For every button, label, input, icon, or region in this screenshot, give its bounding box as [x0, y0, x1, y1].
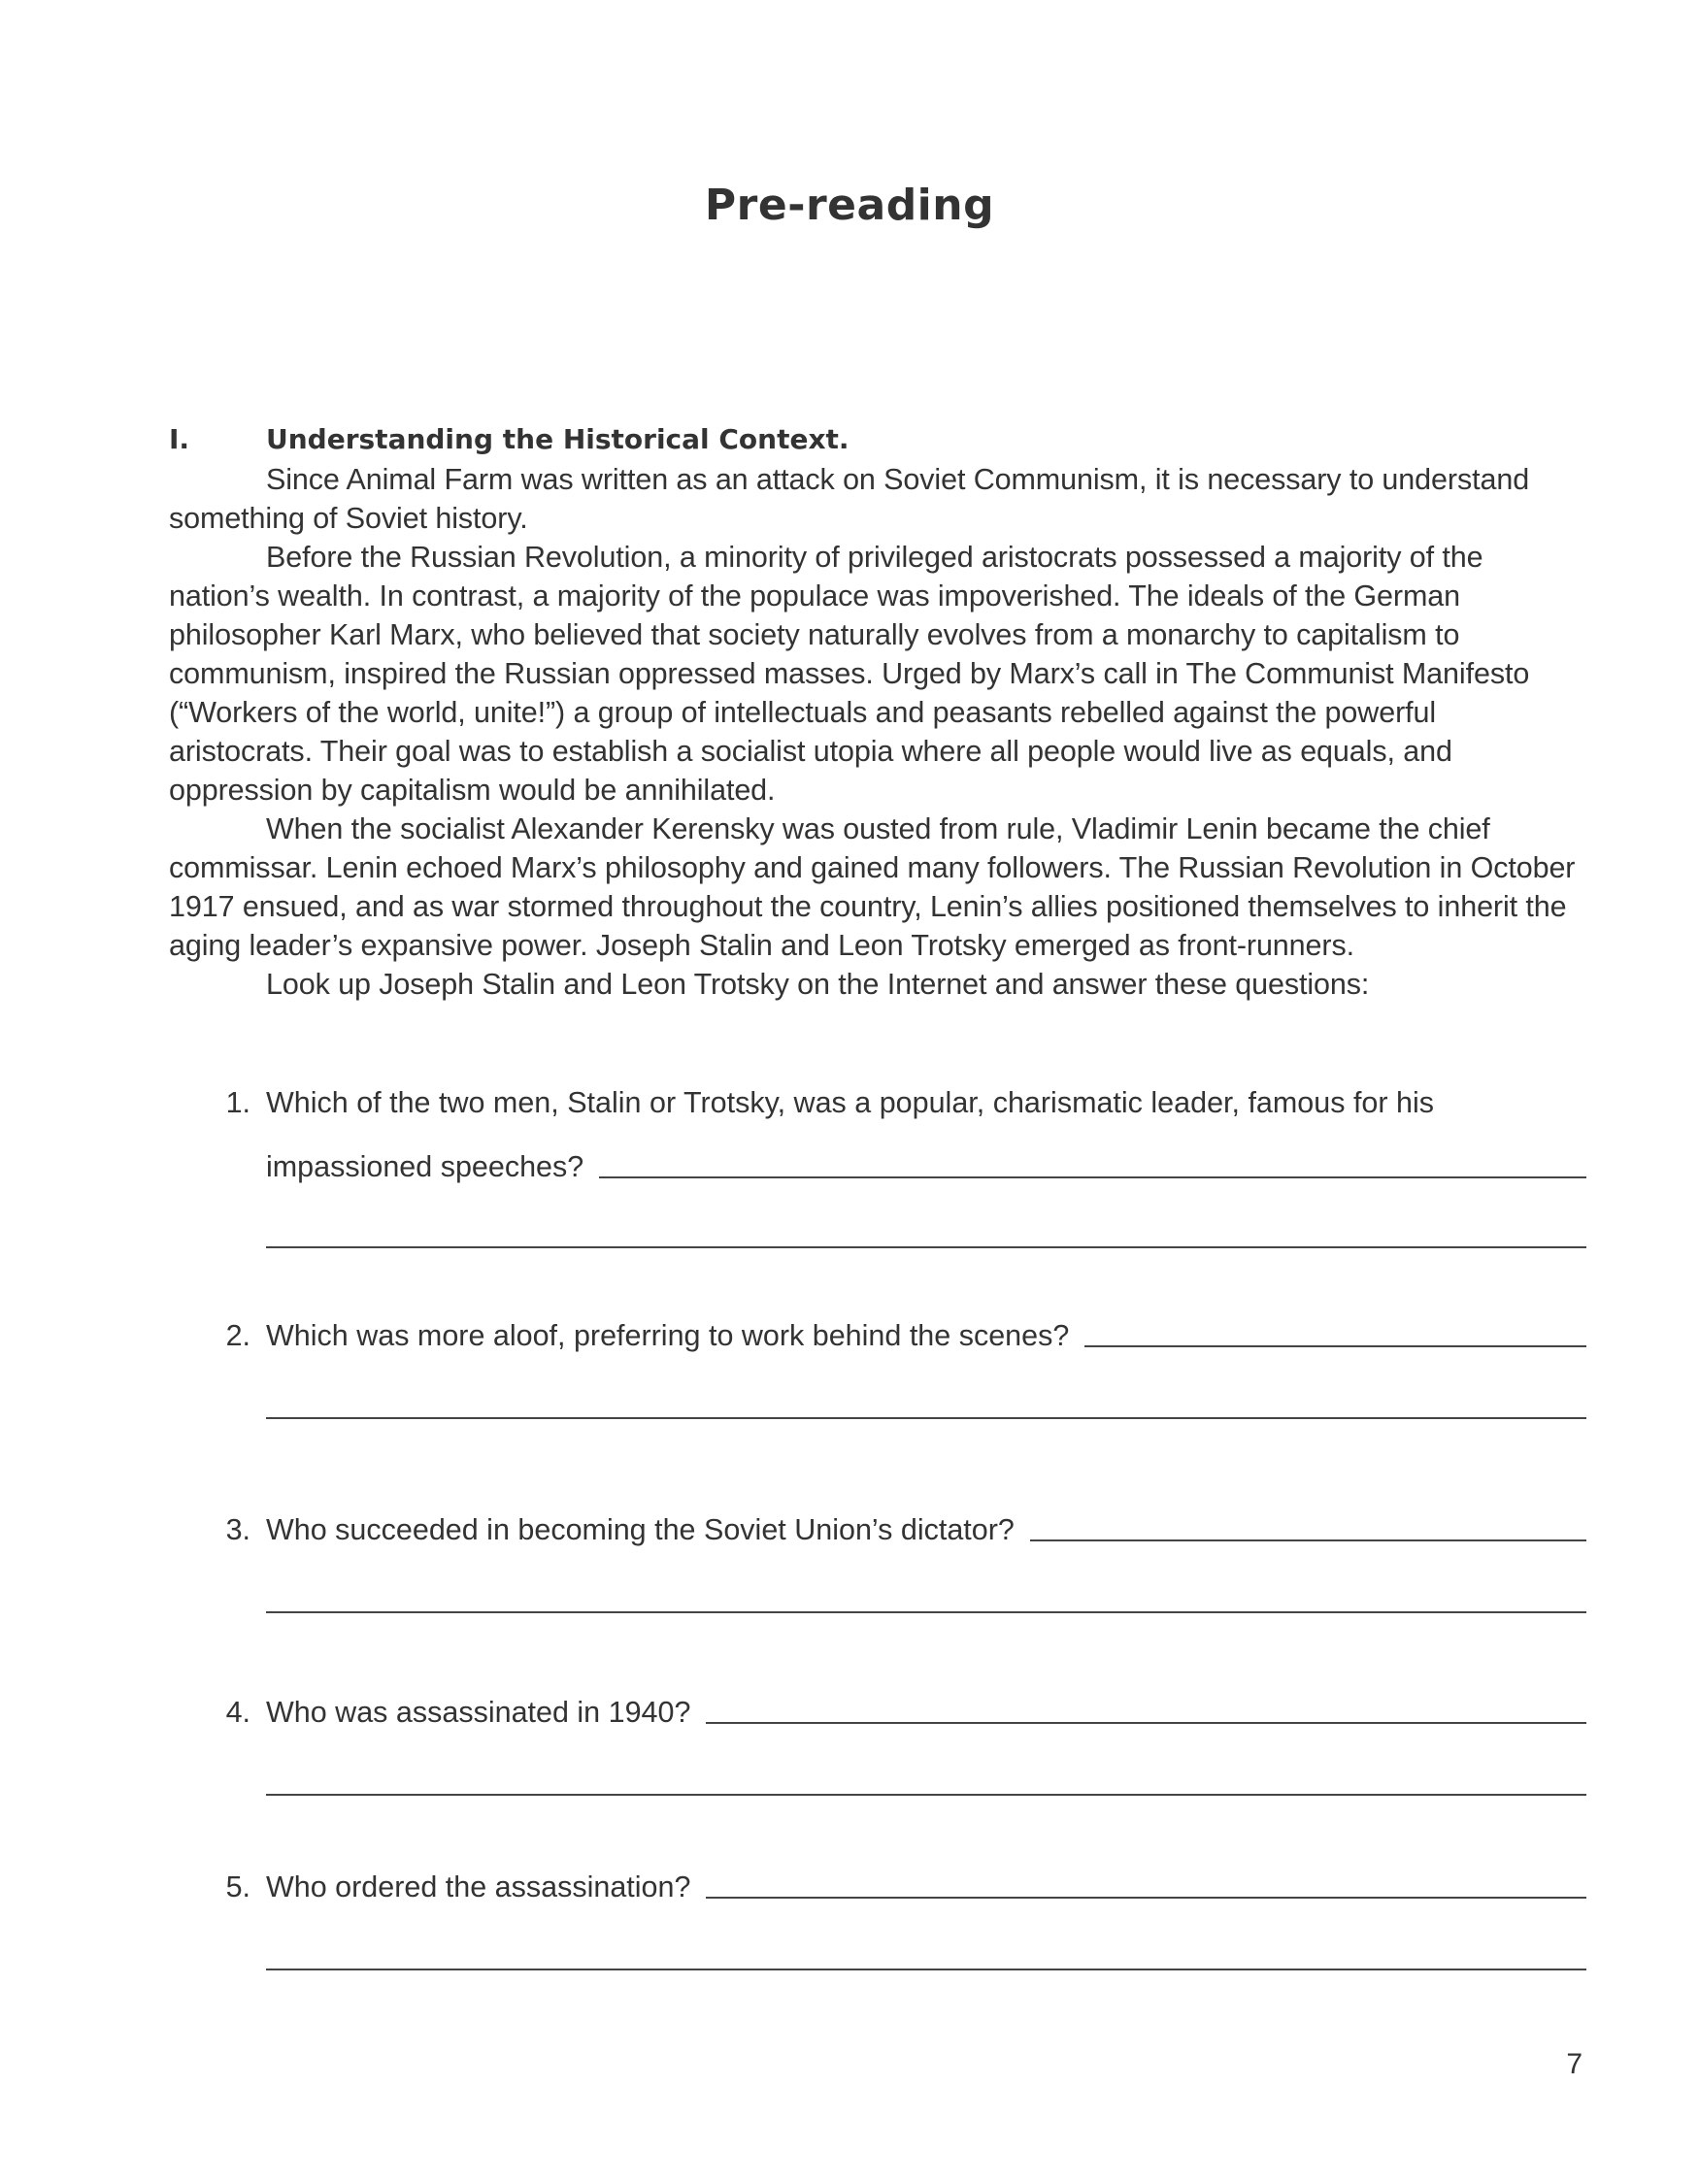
answer-line[interactable]: [266, 1969, 1586, 1970]
question-number: 4.: [225, 1696, 250, 1729]
question-number: 3.: [225, 1513, 250, 1546]
question-number: 5.: [225, 1870, 250, 1903]
question-number: 1.: [225, 1086, 250, 1119]
question-text: Which of the two men, Stalin or Trotsky, was a popular, charismatic leader, famous for his: [266, 1086, 1435, 1119]
answer-line[interactable]: [1084, 1345, 1586, 1347]
question-5: [169, 1866, 1586, 1904]
question-2: [169, 1314, 1586, 1353]
answer-line[interactable]: [1030, 1539, 1586, 1541]
paragraph-1: Since Animal Farm was written as an attack on Soviet Communism, it is necessary to understand something of Soviet history.: [169, 463, 1530, 535]
question-text: Who ordered the assassination?: [266, 1870, 691, 1903]
answer-line[interactable]: [599, 1176, 1586, 1178]
question-text: Who succeeded in becoming the Soviet Union’s dictator?: [266, 1513, 1015, 1546]
answer-line[interactable]: [266, 1417, 1586, 1419]
question-text-continued: impassioned speeches?: [266, 1150, 584, 1183]
paragraph-2: Before the Russian Revolution, a minority of privileged aristocrats possessed a majority of the nation’s wealth. In contrast, a majority of the populace was impoverished. The ideals of the German philosopher Karl Marx, who believed that society naturally evolves from a monarchy to capitalism to communism, inspired the Russian oppressed masses. Urged by Marx’s call in The Communist Manifesto (“Workers of the world, unite!”) a group of intellectuals and peasants rebelled against the powerful aristocrats. Their goal was to establish a socialist utopia where all people would live as equals, and oppression by capitalism would be annihilated.: [169, 541, 1530, 807]
answer-line[interactable]: [266, 1611, 1586, 1613]
page-title: Pre-reading: [704, 181, 995, 230]
answer-line[interactable]: [266, 1246, 1586, 1248]
paragraph-3: When the socialist Alexander Kerensky was ousted from rule, Vladimir Lenin became the chief commissar. Lenin echoed Marx’s philosophy and gained many followers. The Russian Revolution in October 1917 ensued, and as war stormed throughout the country, Lenin’s allies positioned themselves to inherit the aging leader’s expansive power. Joseph Stalin and Leon Trotsky emerged as front-runners.: [169, 812, 1576, 962]
section-number: I.: [169, 423, 190, 455]
question-number: 2.: [225, 1319, 250, 1352]
question-text: Which was more aloof, preferring to work behind the scenes?: [266, 1319, 1070, 1352]
answer-line[interactable]: [706, 1897, 1586, 1899]
question-text: Who was assassinated in 1940?: [266, 1696, 691, 1729]
section-heading: [169, 423, 850, 455]
question-3: [169, 1508, 1586, 1547]
question-1: [169, 1081, 1586, 1184]
page-number: 7: [1566, 2048, 1582, 2080]
answer-line[interactable]: [266, 1794, 1586, 1796]
intro-text: [169, 460, 1586, 1004]
answer-line[interactable]: [706, 1722, 1586, 1724]
section-title: Understanding the Historical Context.: [266, 423, 850, 455]
question-4: [169, 1691, 1586, 1730]
paragraph-4: Look up Joseph Stalin and Leon Trotsky on the Internet and answer these questions:: [266, 968, 1370, 1001]
